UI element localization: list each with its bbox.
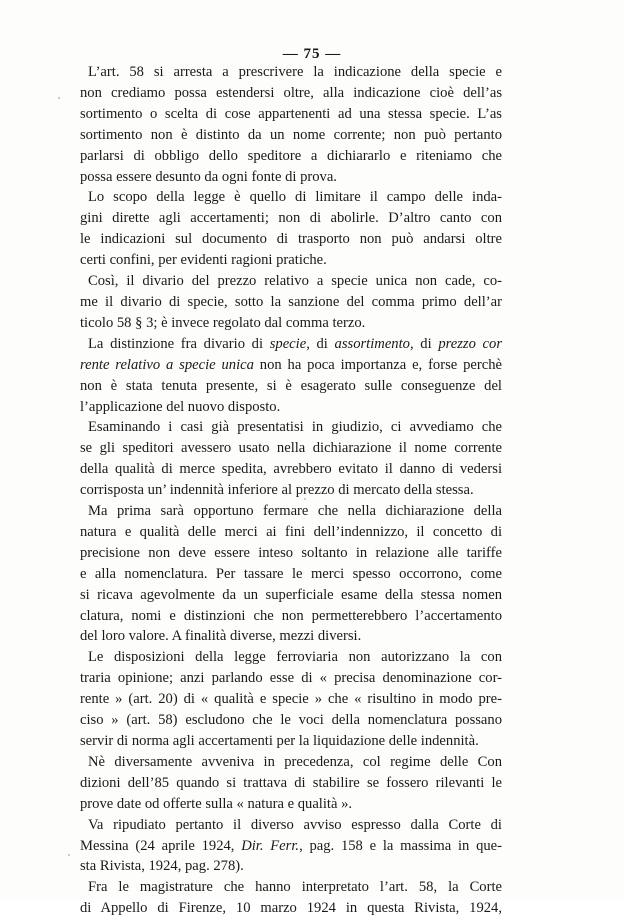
italic-text: assortimento — [334, 335, 410, 352]
text-line: Ma prima sarà opportuno fermare che nella dichiarazione della — [88, 503, 502, 520]
paper-speck — [68, 854, 70, 856]
paragraph — [80, 815, 502, 878]
paragraph — [80, 271, 502, 334]
paragraph — [80, 877, 502, 919]
text-line — [80, 355, 502, 376]
text-line: corrisposta un’ indennità inferiore al prezzo di mercato della stessa. — [80, 482, 474, 499]
text-line — [80, 334, 502, 355]
text-line — [80, 376, 502, 397]
text-line: gini dirette agli accertamenti; non di abolirle. D’altro canto con — [80, 210, 502, 227]
text-line: parlarsi di obbligo dello speditore a dichiararlo e riteniamo che — [80, 147, 502, 164]
text-line: clatura, nomi e distinzioni che non permetterebbero l’accertamento — [80, 607, 502, 624]
text-run: , pag. 158 e la massima in que- — [299, 837, 503, 854]
text-line: me il divario di specie, sotto la sanzione del comma primo dell’ar — [80, 293, 502, 310]
text-line: possa essere desunto da ogni fonte di prova. — [80, 168, 337, 185]
text-line: Fra le magistrature che hanno interpretato l’art. 58, la Corte — [88, 879, 502, 896]
paragraph — [80, 334, 502, 418]
text-line — [80, 836, 502, 857]
text-run: , di — [306, 335, 335, 352]
text-run: non ha poca importanza e, forse perchè — [253, 356, 502, 373]
text-run: Messina (24 aprile 1924, — [80, 837, 242, 854]
text-line: natura e qualità delle merci ai fini dell’indennizzo, il concetto di — [80, 523, 502, 540]
paragraph — [80, 417, 502, 501]
text-line: L’art. 58 si arresta a prescrivere la indicazione della specie e — [88, 64, 502, 80]
italic-text: specie — [269, 335, 307, 352]
text-run: La distinzione fra divario di — [88, 335, 270, 352]
text-line: se gli speditori avessero usato nella dichiarazione il nome corrente — [80, 440, 502, 457]
text-line: Lo scopo della legge è quello di limitare il campo delle inda- — [88, 189, 502, 206]
text-line: traria opinione; anzi parlando esse di « precisa denominazione cor- — [80, 670, 502, 687]
text-line: ticolo 58 § 3; è invece regolato dal comma terzo. — [80, 314, 366, 331]
italic-text: rente relativo a specie unica — [80, 356, 254, 373]
text-line: della qualità di merce spedita, avrebbero evitato il danno di vedersi — [80, 461, 502, 478]
text-line: precisione non deve essere inteso soltanto in relazione alle tariffe — [80, 544, 502, 561]
text-line: prove date od offerte sulla « natura e qualità ». — [80, 795, 353, 812]
text-line: Nè diversamente avveniva in precedenza, col regime delle Con — [88, 753, 502, 770]
text-line — [80, 815, 502, 836]
text-line: Esaminando i casi già presentatisi in giudizio, ci avvediamo che — [88, 419, 502, 436]
text-line: si ricava agevolmente da un superficiale esame della stessa nomen — [80, 586, 502, 603]
italic-text: prezzo cor — [438, 335, 503, 352]
text-line: non crediamo possa estendersi oltre, alla indicazione cioè dell’as — [80, 84, 502, 101]
text-run: l’applicazione del nuovo disposto. — [80, 398, 281, 415]
text-line: ciso » (art. 58) escludono che le voci della nomenclatura possano — [80, 712, 502, 729]
paper-speck — [304, 498, 306, 500]
text-run: , di — [409, 335, 439, 352]
body-text — [80, 62, 502, 919]
text-line: e alla nomenclatura. Per tassare le merci spesso occorrono, come — [80, 565, 502, 582]
paragraph — [80, 647, 502, 752]
text-line: servir di norma agli accertamenti per la liquidazione delle indennità. — [80, 733, 479, 749]
text-line: di Appello di Firenze, 10 marzo 1924 in questa Rivista, 1924, — [80, 900, 502, 917]
text-run: non è stata tenuta presente, si è esagerato sulle conseguenze del — [80, 377, 502, 394]
text-line: certi confini, per evidenti ragioni pratiche. — [80, 252, 327, 269]
page-number: — 75 — — [282, 46, 342, 62]
paragraph — [80, 62, 502, 187]
text-line — [80, 856, 502, 877]
text-line: dizioni dell’85 quando si trattava di stabilire se fossero rilevanti le — [80, 774, 502, 791]
paragraph — [80, 752, 502, 815]
text-run: Va ripudiato pertanto il diverso avviso espresso dalla Corte di — [88, 816, 502, 833]
text-line — [80, 397, 502, 418]
paper-speck — [58, 97, 60, 99]
text-line: sortimento non è distinto da un nome corrente; non può pertanto — [80, 126, 502, 143]
text-run: sta Rivista, 1924, pag. 278). — [80, 858, 244, 875]
text-line: Le disposizioni della legge ferroviaria non autorizzano la con — [88, 649, 502, 666]
paragraph — [80, 187, 502, 271]
text-line: rente » (art. 20) di « qualità e specie » che « risultino in modo pre- — [80, 691, 502, 708]
italic-text: Dir. Ferr. — [241, 837, 300, 854]
text-line: Così, il divario del prezzo relativo a specie unica non cade, co- — [88, 273, 502, 290]
text-line: le indicazioni sul documento di trasporto non può andarsi oltre — [80, 231, 502, 248]
text-line: sortimento o scelta di cose appartenenti ad una stessa specie. L’as — [80, 105, 502, 122]
paragraph — [80, 501, 502, 647]
text-line: del loro valore. A finalità diverse, mezzi diversi. — [80, 628, 362, 645]
